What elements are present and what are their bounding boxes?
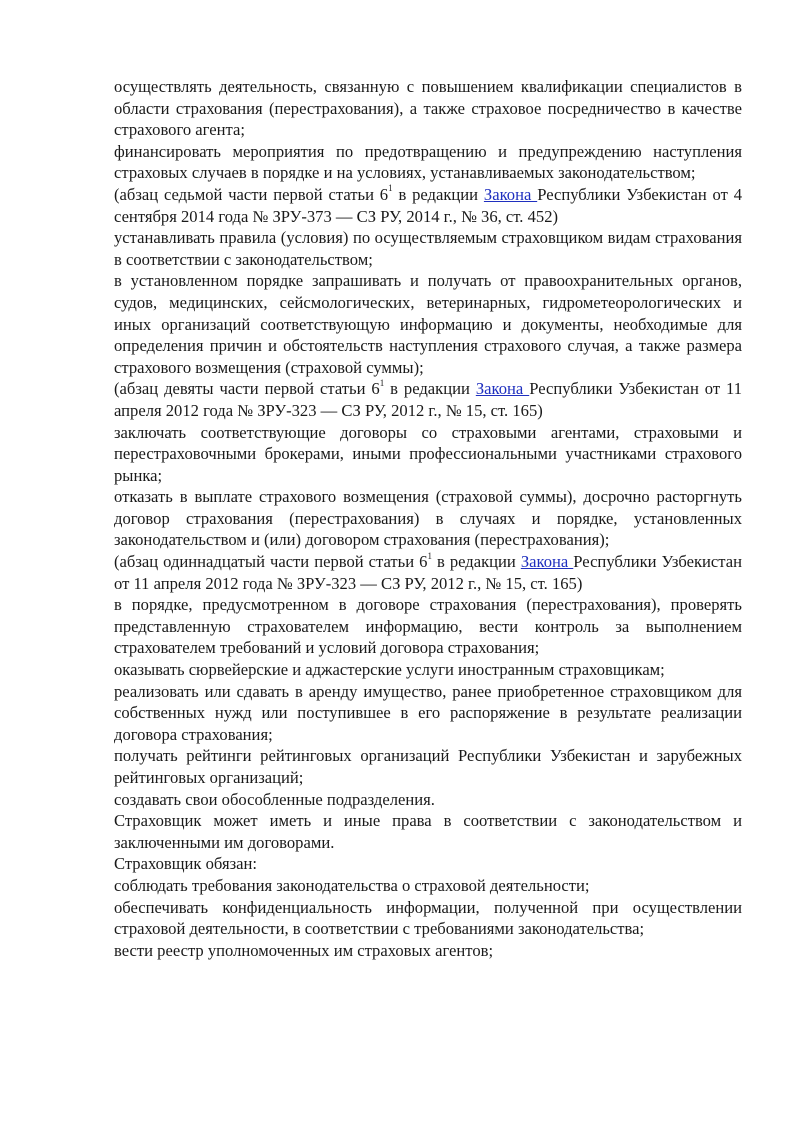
paragraph: соблюдать требования законодательства о страховой деятельности;	[114, 875, 590, 895]
paragraph: осуществлять деятельность, связанную с повышением квалификации специалистов в области страхования (перестрахования), а также страховое посредничество в качестве страхового агента;	[114, 77, 742, 140]
law-link[interactable]: Закона	[475, 379, 530, 399]
paragraph: создавать свои обособленные подразделения.	[114, 789, 435, 809]
note-text: (абзац седьмой части первой статьи 6	[114, 184, 389, 204]
note-superscript: 1	[427, 550, 432, 561]
law-link[interactable]: Закона	[520, 552, 574, 572]
paragraph: финансировать мероприятия по предотвращению и предупреждению наступления страховых случаев в порядке и на условиях, устанавливаемых законодательством;	[114, 141, 742, 183]
document-page	[114, 76, 742, 961]
amendment-note	[114, 551, 742, 594]
paragraph: устанавливать правила (условия) по осуществляемым страховщиком видам страхования в соответствии с законодательством;	[114, 228, 742, 269]
note-superscript: 1	[379, 377, 385, 388]
note-text: в редакции	[384, 379, 476, 399]
law-link[interactable]: Закона	[483, 184, 538, 204]
note-text: в редакции	[392, 184, 484, 204]
paragraph: Страховщик может иметь и иные права в соответствии с законодательством и заключенными им договорами.	[114, 811, 742, 852]
note-text: Республики Узбекистан от 4 сентября 2014 года № ЗРУ-373 — СЗ РУ, 2014 г., № 36, ст. 452)	[114, 184, 742, 226]
paragraph: реализовать или сдавать в аренду имущество, ранее приобретенное страховщиком для собственных нужд или поступившее в его распоряжение в результате реализации договора страхования;	[114, 681, 742, 744]
paragraph: в порядке, предусмотренном в договоре страхования (перестрахования), проверять представленную страхователем информацию, вести контроль за выполнением страхователем требований и условий договора страхования;	[114, 595, 742, 658]
note-text: Республики Узбекистан от 11 апреля 2012 года № ЗРУ-323 — СЗ РУ, 2012 г., № 15, ст. 165)	[114, 552, 742, 593]
note-text: (абзац одиннадцатый части первой статьи 6	[114, 552, 428, 572]
paragraph: отказать в выплате страхового возмещения (страховой суммы), досрочно расторгнуть договор страхования (перестрахования) в случаях и порядке, установленных законодательством и (или) договором страхования (перестрахования);	[114, 487, 742, 550]
note-text: Республики Узбекистан от 11 апреля 2012 года № ЗРУ-323 — СЗ РУ, 2012 г., № 15, ст. 165)	[114, 379, 743, 420]
note-text: в редакции	[431, 552, 521, 572]
paragraph: Страховщик обязан:	[114, 854, 257, 874]
paragraph: заключать соответствующие договоры со страховыми агентами, страховыми и перестраховочными брокерами, иными профессиональными участниками страхового рынка;	[114, 422, 742, 485]
amendment-note	[114, 184, 742, 227]
amendment-note	[114, 378, 742, 421]
paragraph: вести реестр уполномоченных им страховых агентов;	[114, 940, 494, 960]
note-superscript: 1	[388, 183, 393, 194]
paragraph: в установленном порядке запрашивать и получать от правоохранительных органов, судов, медицинских, сейсмологических, ветеринарных, гидрометеорологических и иных организаций соответствующую информацию и документы, необходимые для определения причин и обстоятельств наступления страхового случая, а также размера страхового возмещения (страховой суммы);	[114, 271, 742, 377]
paragraph: обеспечивать конфиденциальность информации, полученной при осуществлении страховой деятельности, в соответствии с требованиями законодательства;	[114, 897, 742, 939]
paragraph: оказывать сюрвейерские и аджастерские услуги иностранным страховщикам;	[114, 660, 665, 680]
note-text: (абзац девяты части первой статьи 6	[114, 379, 380, 399]
paragraph: получать рейтинги рейтинговых организаций Республики Узбекистан и зарубежных рейтинговых организаций;	[114, 746, 742, 787]
